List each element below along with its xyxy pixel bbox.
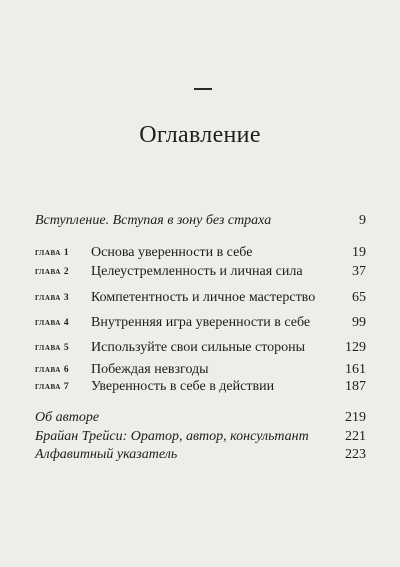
toc-entry-about-author [35,410,366,430]
toc-entry-title: Целеустремленность и личная сила [91,264,303,279]
toc-page-number: 187 [345,379,366,394]
toc-entry-title: Уверенность в себе в действии [91,379,275,394]
toc-entry-title: Внутренняя игра уверенности в себе [91,315,311,330]
toc-entry-title: Компетентность и личное мастерство [91,290,316,305]
toc-page-number: 99 [352,315,366,330]
toc-page-number: 37 [352,264,366,279]
toc-page-number: 19 [352,245,366,260]
page-title: Оглавление [139,122,261,148]
chapter-label: глава 3 [35,293,70,303]
toc-entry-title: Алфавитный указатель [35,447,178,462]
chapter-label: глава 5 [35,343,70,353]
chapter-label: глава 6 [35,365,70,375]
chapter-label: глава 2 [35,267,70,277]
toc-entry-title: Используйте свои сильные стороны [91,340,306,355]
toc-entry-chapter-7 [35,379,366,399]
decorative-rule [194,88,212,90]
chapter-label: глава 1 [35,248,70,258]
toc-entry-title: Об авторе [35,410,100,425]
toc-entry-introduction [35,213,366,233]
toc-entry-chapter-1 [35,245,366,265]
toc-page-number: 129 [345,340,366,355]
toc-entry-title: Основа уверенности в себе [91,245,253,260]
toc-entry-chapter-5 [35,340,366,360]
chapter-label: глава 4 [35,318,70,328]
toc-entry-chapter-3 [35,290,366,310]
toc-entry-title: Побеждая невзгоды [91,362,209,377]
toc-entry-brian-tracy [35,429,366,449]
toc-entry-index [35,447,366,467]
toc-page-number: 223 [345,447,366,462]
toc-page-number: 9 [359,213,366,228]
toc-page-number: 219 [345,410,366,425]
chapter-label: глава 7 [35,382,70,392]
toc-entry-chapter-2 [35,264,366,284]
toc-entry-chapter-4 [35,315,366,335]
toc-page-number: 221 [345,429,366,444]
toc-page-number: 65 [352,290,366,305]
toc-entry-title: Брайан Трейси: Оратор, автор, консультант [35,429,309,444]
toc-entry-title: Вступление. Вступая в зону без страха [35,213,272,228]
toc-page-number: 161 [345,362,366,377]
